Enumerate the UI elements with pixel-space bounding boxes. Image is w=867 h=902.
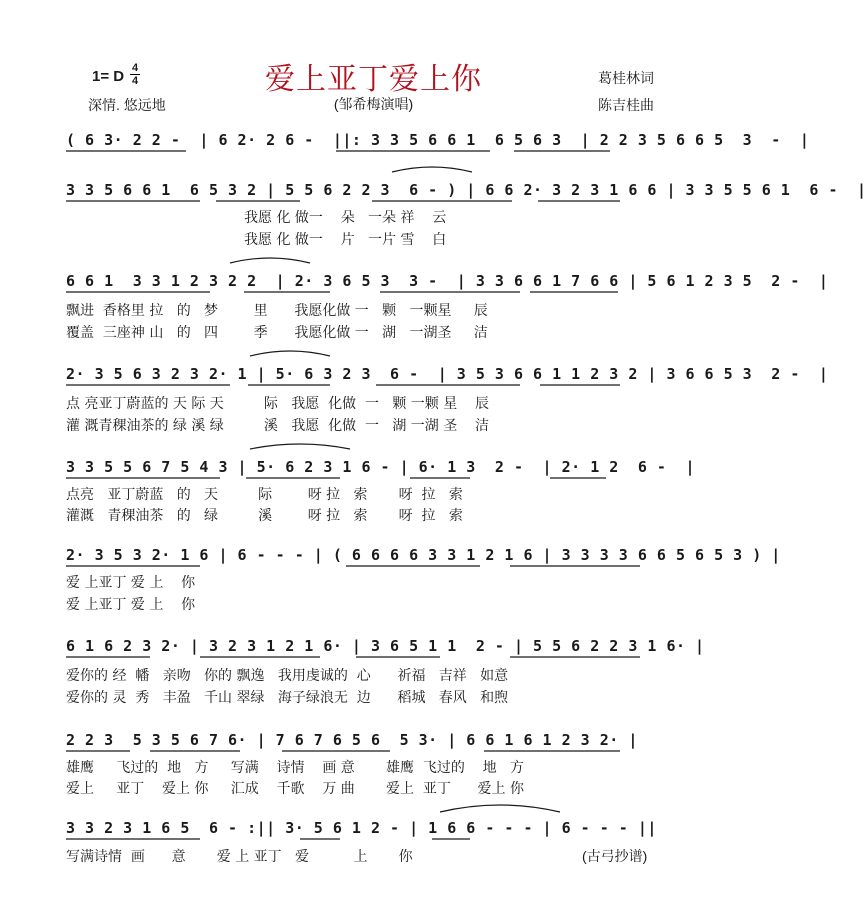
lyric-row-2-verse-1: 我愿 化 做一 朵 一朵 祥 云 bbox=[66, 210, 447, 226]
singer-credit: (邹希梅演唱) bbox=[333, 96, 414, 112]
lyric-row-5-verse-2: 灌溉 青稞油茶 的 绿 溪 呀 拉 索 呀 拉 索 bbox=[66, 508, 463, 524]
composer-credit: 陈吉桂曲 bbox=[598, 97, 654, 113]
notation-row-9: 3 3 2 3 1 6 5 6 - :|| 3· 5 6 1 2 - | 1 6 6 - - - | 6 - - - || bbox=[66, 819, 657, 837]
tempo-marking: 深情. 悠远地 bbox=[88, 97, 166, 113]
notation-row-5: 3 3 5 5 6 7 5 4 3 | 5· 6 2 3 1 6 - | 6· 1 3 2 - | 2· 1 2 6 - | bbox=[66, 458, 696, 476]
lyric-row-9-verse-1: 写满诗情 画 意 爱 上 亚丁 爱 上 你 bbox=[66, 849, 413, 865]
lyric-row-3-verse-1: 飘进 香格里 拉 的 梦 里 我愿化做 一 颗 一颗星 辰 bbox=[66, 303, 488, 319]
notation-row-3: 6 6 1 3 3 1 2 3 2 2 | 2· 3 6 5 3 3 - | 3 3 6 6 1 7 6 6 | 5 6 1 2 3 5 2 - | bbox=[66, 272, 829, 290]
lyric-row-7-verse-1: 爱你的 经 幡 亲吻 你的 飘逸 我用虔诚的 心 祈福 吉祥 如意 bbox=[66, 668, 509, 684]
lyric-row-5-verse-1: 点亮 亚丁蔚蓝 的 天 际 呀 拉 索 呀 拉 索 bbox=[66, 487, 463, 503]
lyric-row-7-verse-2: 爱你的 灵 秀 丰盈 千山 翠绿 海子绿浪无 边 稻城 春风 和煦 bbox=[66, 690, 509, 706]
lyric-row-6-verse-1: 爱 上亚丁 爱 上 你 bbox=[66, 575, 196, 591]
lyric-row-8-verse-2: 爱上 亚丁 爱上 你 汇成 千歌 万 曲 爱上 亚丁 爱上 你 bbox=[66, 781, 525, 797]
lyric-row-4-verse-1: 点 亮亚丁蔚蓝的 天 际 天 际 我愿 化做 一 颗 一颗 星 辰 bbox=[66, 396, 490, 412]
lyricist-credit: 葛桂林词 bbox=[598, 70, 654, 86]
notation-row-6: 2· 3 5 3 2· 1 6 | 6 - - - | ( 6 6 6 6 3 3 1 2 1 6 | 3 3 3 3 6 6 5 6 5 3 ) | bbox=[66, 546, 781, 564]
notation-row-4: 2· 3 5 6 3 2 3 2· 1 | 5· 6 3 2 3 6 - | 3 5 3 6 6 1 1 2 3 2 | 3 6 6 5 3 2 - | bbox=[66, 365, 829, 383]
transcriber-note: (古弓抄谱) bbox=[582, 848, 648, 864]
lyric-row-4-verse-2: 灌 溉青稞油茶的 绿 溪 绿 溪 我愿 化做 一 湖 一湖 圣 洁 bbox=[66, 418, 490, 434]
song-title: 爱上亚丁爱上你 bbox=[265, 63, 482, 96]
lyric-row-2-verse-2: 我愿 化 做一 片 一片 雪 白 bbox=[66, 232, 447, 248]
lyric-row-8-verse-1: 雄鹰 飞过的 地 方 写满 诗情 画 意 雄鹰 飞过的 地 方 bbox=[66, 760, 525, 776]
notation-row-8: 2 2 3 5 3 5 6 7 6· | 7 6 7 6 5 6 5 3· | 6 6 1 6 1 2 3 2· | bbox=[66, 731, 638, 749]
key-signature: 1= D bbox=[92, 68, 125, 85]
lyric-row-3-verse-2: 覆盖 三座神 山 的 四 季 我愿化做 一 湖 一湖圣 洁 bbox=[66, 325, 488, 341]
time-numerator: 4 bbox=[131, 62, 139, 74]
notation-row-2: 3 3 5 6 6 1 6 5 3 2 | 5 5 6 2 2 3 6 - ) | 6 6 2· 3 2 3 1 6 6 | 3 3 5 5 6 1 6 - | bbox=[66, 181, 867, 199]
notation-row-7: 6 1 6 2 3 2· | 3 2 3 1 2 1 6· | 3 6 5 1 1 2 - | 5 5 6 2 2 3 1 6· | bbox=[66, 637, 705, 655]
lyric-row-6-verse-2: 爱 上亚丁 爱 上 你 bbox=[66, 597, 196, 613]
time-denominator: 4 bbox=[131, 75, 139, 87]
notation-row-1: ( 6 3· 2 2 - | 6 2· 2 6 - ||: 3 3 5 6 6 1 6 5 6 3 | 2 2 3 5 6 6 5 3 - | bbox=[66, 131, 810, 149]
